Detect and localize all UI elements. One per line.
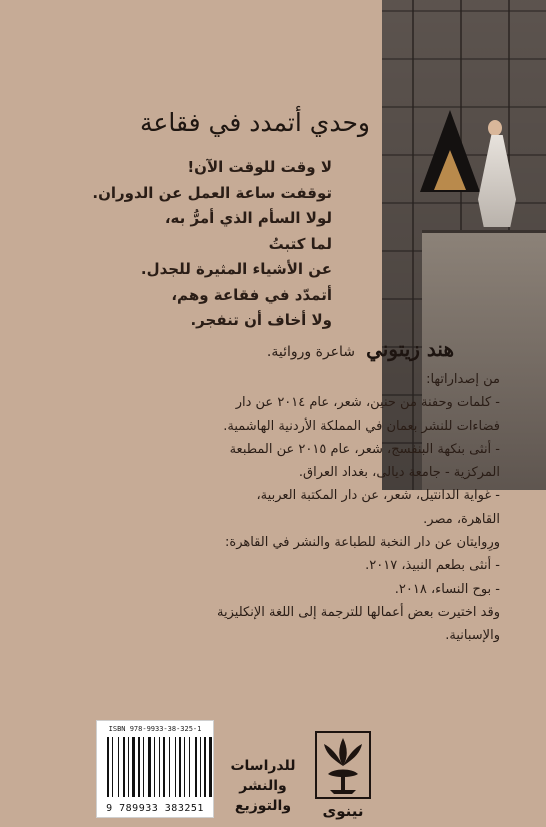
barcode-bar xyxy=(169,737,170,797)
bio-line: والإسبانية. xyxy=(445,628,500,644)
barcode-bars xyxy=(107,737,203,797)
publisher-logo-text: نينوى xyxy=(322,802,364,820)
isbn-label: ISBN 978-9933-38-325-1 xyxy=(108,725,202,733)
barcode-bar xyxy=(112,737,113,797)
poem-line: عن الأشياء المثيرة للجدل. xyxy=(140,260,332,278)
poem-line: ولا أخاف أن تنفجر. xyxy=(190,311,332,329)
author-bio xyxy=(30,368,500,648)
barcode-bar xyxy=(123,737,125,797)
bio-line: فضاءات للنشر بعمان في المملكة الأردنية الهاشمية. xyxy=(223,418,500,434)
publisher-line: والتوزيع xyxy=(234,798,292,814)
barcode-bar xyxy=(107,737,109,797)
poem xyxy=(32,155,332,334)
barcode-bar xyxy=(209,737,212,797)
poem-line: توقفت ساعة العمل عن الدوران. xyxy=(92,183,332,202)
publisher-logo xyxy=(312,730,374,822)
publisher-line: للدراسات xyxy=(230,758,296,774)
publisher-tagline xyxy=(226,756,300,816)
barcode-bar xyxy=(179,737,181,797)
barcode-digits: 9 789933 383251 xyxy=(106,803,204,814)
bio-line: - أنثى بطعم النبيذ، ٢٠١٧. xyxy=(365,558,500,574)
barcode-bar xyxy=(204,737,206,797)
bio-line: - كلمات وحفنة من حنين، شعر، عام ٢٠١٤ عن دار xyxy=(235,395,500,411)
barcode-bar xyxy=(200,737,201,797)
barcode-bar xyxy=(118,737,119,797)
bio-line: وقد اختيرت بعض أعمالها للترجمة إلى اللغة الإنكليزية xyxy=(217,604,500,620)
barcode-bar xyxy=(184,737,185,797)
lotus-emblem-icon xyxy=(312,730,374,800)
barcode-bar xyxy=(175,737,176,797)
barcode-bar xyxy=(143,737,144,797)
bio-line: من إصداراتها: xyxy=(426,372,500,387)
barcode-bar xyxy=(154,737,155,797)
barcode-bar xyxy=(189,737,190,797)
barcode-bar xyxy=(128,737,129,797)
bio-line: - غواية الدانتيل، شعر، عن دار المكتبة العربية، xyxy=(256,488,500,504)
poem-line: لولا السأم الذي أمرُّ به، xyxy=(164,209,332,227)
bio-line: - بوح النساء، ٢٠١٨. xyxy=(394,581,500,597)
author-description: شاعرة وروائية. xyxy=(266,344,356,360)
pyramid-light xyxy=(434,150,466,190)
barcode-bar xyxy=(138,737,140,797)
barcode-bar xyxy=(159,737,160,797)
author-heading xyxy=(124,337,454,361)
figure-head xyxy=(488,120,502,136)
publisher-line: والنشر xyxy=(239,778,287,794)
poem-line: لا وقت للوقت الآن! xyxy=(187,158,332,176)
author-name: هند زيتوني xyxy=(366,337,454,361)
barcode-bar xyxy=(132,737,135,797)
bio-line: المركزية - جامعة ديالى، بغداد العراق. xyxy=(298,465,500,481)
bio-line: القاهرة، مصر. xyxy=(423,511,500,527)
bio-line: - أنثى بنكهة البنفسج، شعر، عام ٢٠١٥ عن المطبعة xyxy=(229,441,500,457)
barcode-bar xyxy=(163,737,165,797)
barcode-bar xyxy=(148,737,151,797)
headline: وحدي أتمدد في فقاعة xyxy=(140,108,370,137)
barcode xyxy=(96,720,214,818)
bio-line: ورِوايتان عن دار النخبة للطباعة والنشر في القاهرة: xyxy=(225,535,500,551)
poem-line: أتمدّد في فقاعة وهم، xyxy=(171,285,332,304)
poem-line: لما كتبتُ xyxy=(268,234,332,253)
standing-figure xyxy=(478,135,516,227)
barcode-bar xyxy=(195,737,197,797)
